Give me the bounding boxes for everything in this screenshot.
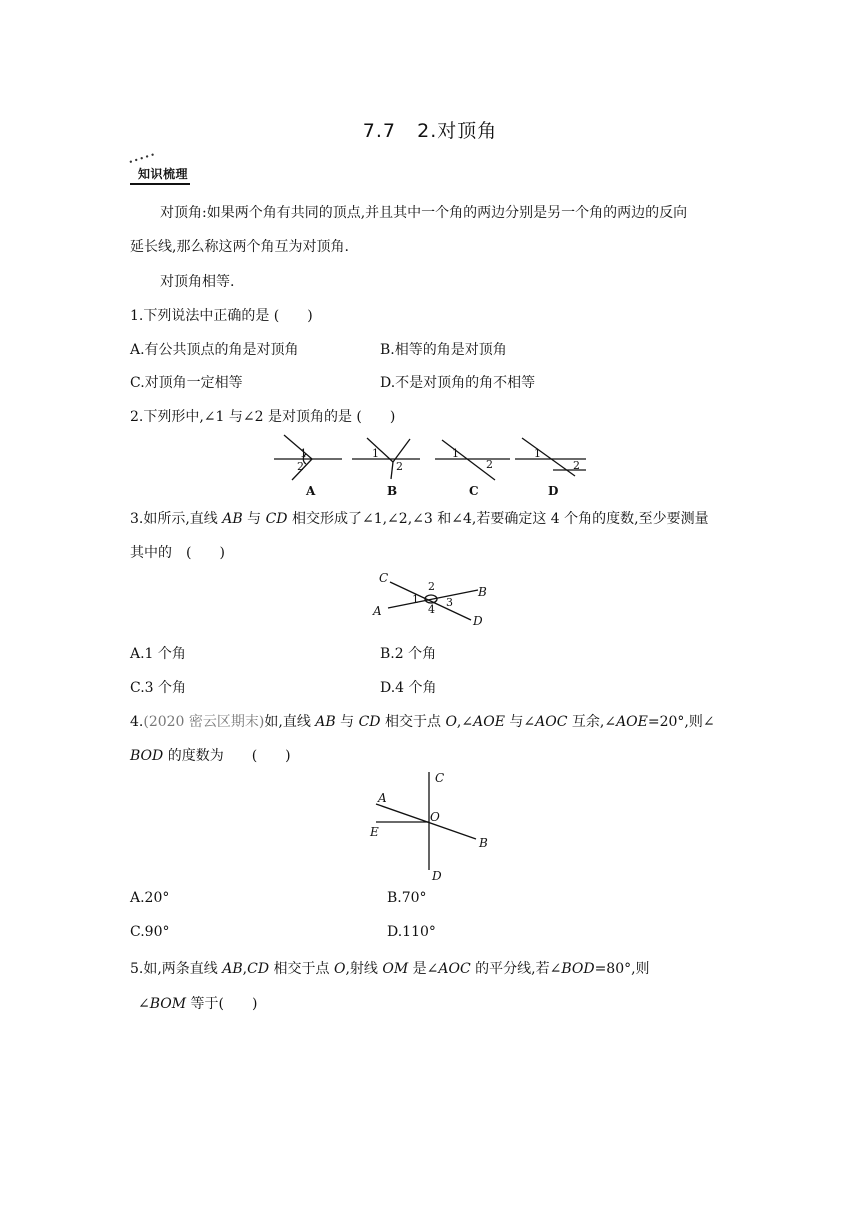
q2-b-ray-3	[391, 462, 393, 479]
q2-d-angle-1: 1	[534, 447, 541, 460]
q1-stem: 1.下列说法中正确的是 ( )	[130, 308, 313, 324]
q2-b-angle-2: 2	[396, 460, 403, 473]
q3-point-c: C	[379, 571, 389, 585]
q2-label-a: A	[306, 484, 316, 498]
q3-point-d: D	[473, 614, 483, 628]
section-badge	[127, 149, 190, 185]
q3-figure	[368, 570, 498, 630]
q2-a-ray-1	[284, 435, 312, 459]
q3-stem-line-2: 其中的 ( )	[130, 545, 225, 561]
q3-option-c: C.3 个角	[130, 680, 187, 696]
q3-point-b: B	[478, 585, 487, 599]
q4-point-b: B	[479, 836, 488, 850]
q3-option-a: A.1 个角	[130, 646, 186, 662]
q3-angle-4: 4	[428, 603, 435, 616]
q3-stem-line-1: 3.如所示,直线 AB 与 CD 相交形成了∠1,∠2,∠3 和∠4,若要确定这 4 个角的度数,至少要测量	[130, 511, 709, 527]
q3-option-b: B.2 个角	[380, 646, 437, 662]
q1-option-c: C.对顶角一定相等	[130, 375, 243, 391]
q2-c-angle-2: 2	[486, 458, 493, 471]
q3-option-d: D.4 个角	[380, 680, 437, 696]
q4-point-o: O	[430, 810, 440, 824]
definition-property: 对顶角相等.	[160, 274, 235, 290]
q3-angle-1: 1	[412, 593, 419, 606]
q2-b-angle-1: 1	[372, 447, 379, 460]
q4-point-d: D	[432, 869, 442, 882]
q2-label-b: B	[387, 484, 398, 498]
q5-stem-line-1: 5.如,两条直线 AB,CD 相交于点 O,射线 OM 是∠AOC 的平分线,若∠BOD=80°,则	[130, 961, 650, 977]
q4-option-d: D.110°	[387, 924, 436, 940]
q2-c-angle-1: 1	[452, 447, 459, 460]
q2-label-d: D	[548, 484, 559, 498]
q4-figure	[366, 766, 496, 882]
q4-point-e: E	[370, 825, 379, 839]
q4-stem-line-1: 4.(2020 密云区期末)如,直线 AB 与 CD 相交于点 O,∠AOE 与∠AOC 互余,∠AOE=20°,则∠	[130, 714, 715, 730]
q1-option-d: D.不是对顶角的角不相等	[380, 375, 536, 391]
q4-point-c: C	[435, 771, 445, 785]
q4-option-c: C.90°	[130, 924, 170, 940]
q5-stem-line-2: ∠BOM 等于( )	[138, 996, 258, 1012]
q4-stem-line-2: BOD 的度数为 ( )	[130, 748, 291, 764]
q2-a-angle-1: 1	[300, 447, 307, 460]
q3-angle-3: 3	[446, 596, 453, 609]
q1-option-b: B.相等的角是对顶角	[380, 342, 507, 358]
section-badge-label: 知识梳理	[130, 165, 190, 185]
q3-angle-2: 2	[428, 580, 435, 593]
definition-line-1: 对顶角:如果两个角有共同的顶点,并且其中一个角的两边分别是另一个角的两边的反向	[160, 205, 688, 221]
q2-a-angle-2: 2	[297, 460, 304, 473]
q4-option-a: A.20°	[130, 890, 170, 906]
q4-point-a: A	[378, 791, 387, 805]
q1-option-a: A.有公共顶点的角是对顶角	[130, 342, 299, 358]
q2-stem: 2.下列形中,∠1 与∠2 是对顶角的是 ( )	[130, 409, 396, 425]
page-title: 7.7 2.对顶角	[362, 120, 498, 142]
definition-line-2: 延长线,那么称这两个角互为对顶角.	[130, 239, 349, 255]
q3-point-a: A	[373, 604, 382, 618]
badge-dots-decoration: •••••	[127, 149, 158, 168]
q4-source: (2020 密云区期末)	[143, 714, 265, 730]
q2-label-c: C	[469, 484, 479, 498]
q4-option-b: B.70°	[387, 890, 427, 906]
q2-d-angle-2: 2	[573, 459, 580, 472]
q2-figures	[270, 432, 590, 502]
